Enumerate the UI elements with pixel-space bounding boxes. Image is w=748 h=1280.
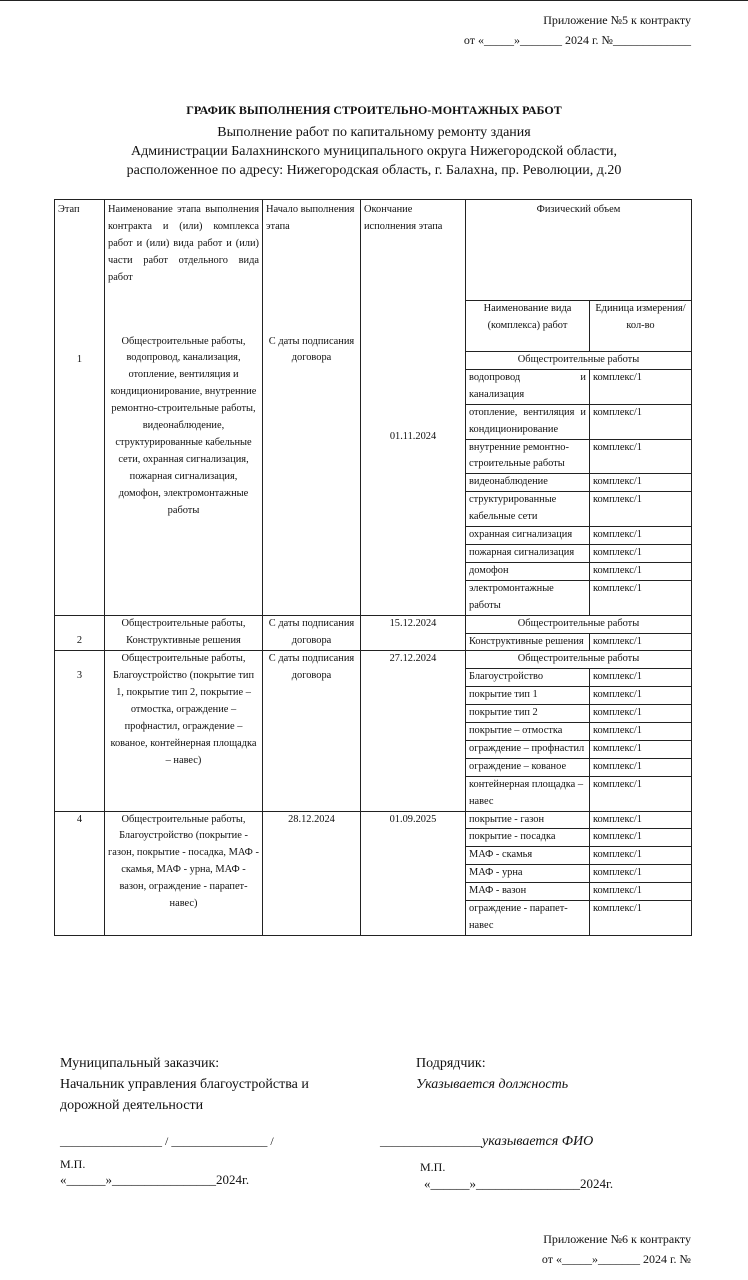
contractor-stamp-label: М.П.	[420, 1160, 446, 1174]
contractor-fio: указывается ФИО	[482, 1134, 594, 1149]
work-type-cell: покрытие тип 1	[466, 687, 590, 705]
contractor-label: Подрядчик:	[416, 1056, 486, 1071]
next-appendix-header	[542, 1229, 691, 1269]
contractor-date-line: «______»________________2024г.	[424, 1176, 614, 1191]
work-type-cell: электромонтажные работы	[466, 580, 590, 615]
work-type-cell: пожарная сигнализация	[466, 544, 590, 562]
header-end: Окончание исполнения этапа	[361, 200, 466, 301]
next-appendix-number: Приложение №6 к контракту	[543, 1232, 691, 1246]
top-border	[0, 0, 748, 1]
stage-end-text: 01.11.2024	[389, 430, 437, 442]
subtitle-line-3: расположенное по адресу: Нижегородская область, г. Балахна, пр. Революции, д.20	[126, 163, 622, 178]
work-type-cell: охранная сигнализация	[466, 527, 590, 545]
work-type-cell: ограждение – кованое	[466, 758, 590, 776]
stage-name	[105, 335, 263, 616]
customer-label: Муниципальный заказчик:	[60, 1056, 220, 1071]
unit-cell: комплекс/1	[590, 404, 692, 439]
work-type-cell: покрытие - газон	[466, 811, 590, 829]
work-group: Общестроительные работы	[466, 352, 692, 370]
table-header-row	[55, 200, 692, 301]
stage-name: Общестроительные работы, Конструктивные решения	[105, 615, 263, 651]
work-type-cell: Благоустройство	[466, 669, 590, 687]
unit-cell: комплекс/1	[590, 811, 692, 829]
customer-stamp-label: М.П.	[60, 1157, 86, 1171]
customer-signature-line: _________________ / ________________ /	[60, 1134, 274, 1148]
work-type-cell: ограждение – профнастил	[466, 740, 590, 758]
schedule-table	[54, 199, 692, 936]
unit-cell: комплекс/1	[590, 847, 692, 865]
work-type-cell: домофон	[466, 562, 590, 580]
stage-start: 28.12.2024	[263, 811, 361, 935]
header-stage: Этап	[55, 200, 105, 301]
unit-cell: комплекс/1	[590, 580, 692, 615]
table-row	[55, 811, 692, 829]
stage-number	[55, 615, 105, 651]
stage-end: 01.09.2025	[361, 811, 466, 935]
header-physical-volume: Физический объем	[466, 200, 692, 301]
unit-cell: комплекс/1	[590, 776, 692, 811]
contractor-signature-line	[380, 1134, 593, 1150]
stage-name: Общестроительные работы, Благоустройство (покрытие тип 1, покрытие тип 2, покрытие – отмостка, ограждение – профнастил, ограждение – кованое, контейнерная площадка – навес)	[105, 651, 263, 811]
unit-cell: комплекс/1	[590, 705, 692, 723]
unit-cell: комплекс/1	[590, 901, 692, 936]
subtitle-line-1: Выполнение работ по капитальному ремонту здания	[217, 125, 531, 140]
stage-name-text: Общестроительные работы, водопровод, канализация, отопление, вентиляция и кондиционирование, внутренние ремонтно-строительные работы, видеонаблюдение, структурированные кабельные сети, охранная сигнализация, пожарная сигнализация, домофон, электромонтажные работы	[110, 335, 257, 516]
work-group: Общестроительные работы	[466, 615, 692, 633]
document-title-block	[0, 102, 748, 180]
unit-cell: комплекс/1	[590, 369, 692, 404]
stage-name: Общестроительные работы, Благоустройство (покрытие - газон, покрытие - посадка, МАФ - скамья, МАФ - урна, МАФ - вазон, ограждение - парапет-навес)	[105, 811, 263, 935]
table-row	[55, 352, 692, 370]
work-type-cell: покрытие – отмостка	[466, 723, 590, 741]
work-type-cell: покрытие тип 2	[466, 705, 590, 723]
work-type-cell: водопровод и канализация	[466, 369, 590, 404]
customer-date-line: «______»________________2024г.	[60, 1172, 250, 1187]
stage-number: 1	[55, 352, 105, 616]
contractor-signature-underscore: _________________	[380, 1134, 482, 1148]
unit-cell: комплекс/1	[590, 633, 692, 651]
stage-end: 27.12.2024	[361, 651, 466, 811]
stage-number-text: 2	[76, 634, 83, 646]
work-type-cell: структурированные кабельные сети	[466, 492, 590, 527]
unit-cell: комплекс/1	[590, 492, 692, 527]
document-title: ГРАФИК ВЫПОЛНЕНИЯ СТРОИТЕЛЬНО-МОНТАЖНЫХ РАБОТ	[186, 103, 562, 117]
unit-cell: комплекс/1	[590, 439, 692, 474]
unit-cell: комплекс/1	[590, 865, 692, 883]
work-type-cell: видеонаблюдение	[466, 474, 590, 492]
unit-cell: комплекс/1	[590, 740, 692, 758]
stage-start: С даты подписания договора	[263, 651, 361, 811]
stage-end: 15.12.2024	[361, 615, 466, 651]
subtitle-line-2: Администрации Балахнинского муниципального округа Нижегородской области,	[130, 144, 617, 159]
work-type-cell: МАФ - скамья	[466, 847, 590, 865]
unit-cell: комплекс/1	[590, 474, 692, 492]
appendix-number: Приложение №5 к контракту	[543, 13, 691, 27]
unit-cell: комплекс/1	[590, 758, 692, 776]
stage-number	[55, 651, 105, 811]
customer-position: Начальник управления благоустройства и дорожной деятельности	[60, 1077, 309, 1113]
unit-cell: комплекс/1	[590, 669, 692, 687]
work-type-cell: покрытие - посадка	[466, 829, 590, 847]
work-type-cell: Конструктивные решения	[466, 633, 590, 651]
work-type-cell: ограждение - парапет-навес	[466, 901, 590, 936]
table-row	[55, 615, 692, 633]
contractor-block	[416, 1053, 716, 1095]
stage-start	[263, 335, 361, 616]
appendix-header	[464, 10, 691, 50]
stage-start: С даты подписания договора	[263, 615, 361, 651]
customer-block	[60, 1053, 340, 1116]
unit-cell: комплекс/1	[590, 687, 692, 705]
contract-date-line: от «_____»_______ 2024 г. №_____________	[463, 33, 691, 47]
unit-cell: комплекс/1	[590, 883, 692, 901]
unit-cell: комплекс/1	[590, 527, 692, 545]
unit-cell: комплекс/1	[590, 562, 692, 580]
stage-end	[361, 352, 466, 616]
work-type-cell: контейнерная площадка – навес	[466, 776, 590, 811]
work-type-cell: МАФ - вазон	[466, 883, 590, 901]
work-group: Общестроительные работы	[466, 651, 692, 669]
stage-number-text: 3	[76, 670, 83, 682]
work-type-cell: отопление, вентиляция и кондиционирование	[466, 404, 590, 439]
unit-cell: комплекс/1	[590, 544, 692, 562]
header-start: Начало выполнения этапа	[263, 200, 361, 301]
contractor-position: Указывается должность	[416, 1077, 569, 1092]
stage-start-text: С даты подписания договора	[268, 335, 355, 364]
work-type-cell: внутренние ремонтно-строительные работы	[466, 439, 590, 474]
header-work-type: Наименование вида (комплекса) работ	[466, 301, 590, 352]
unit-cell: комплекс/1	[590, 829, 692, 847]
header-unit: Единица измерения/кол-во	[590, 301, 692, 352]
next-contract-date-line: от «_____»_______ 2024 г. №	[541, 1252, 691, 1266]
table-row	[55, 651, 692, 669]
stage-number: 4	[55, 811, 105, 935]
header-stage-name: Наименование этапа выполнения контракта и (или) комплекса работ и (или) вида работ и (или) части работ отдельного вида работ	[105, 200, 263, 301]
work-type-cell: МАФ - урна	[466, 865, 590, 883]
unit-cell: комплекс/1	[590, 723, 692, 741]
